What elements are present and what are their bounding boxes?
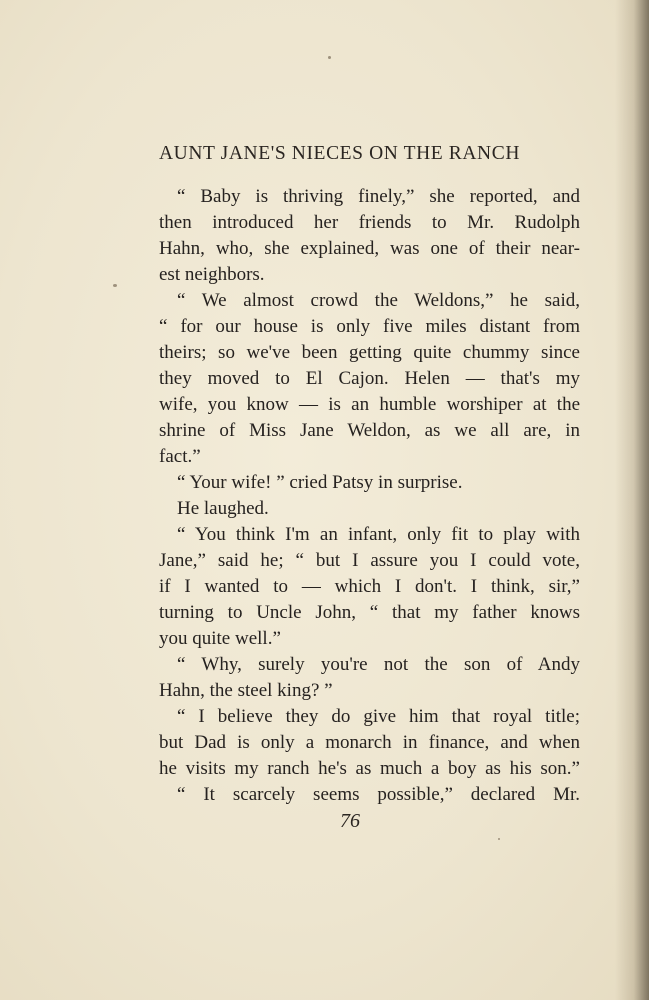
paper-speck <box>113 284 117 287</box>
text-line: “ I believe they do give him that royal title; <box>177 706 580 727</box>
text-line: “ Baby is thriving finely,” she reported, and <box>177 186 580 207</box>
text-line: wife, you know — is an humble worshiper at the <box>159 394 580 415</box>
page-number: 76 <box>340 810 360 832</box>
text-line: “ We almost crowd the Weldons,” he said, <box>177 290 580 311</box>
text-line: “ Your wife! ” cried Patsy in surprise. <box>177 472 463 493</box>
text-line: they moved to El Cajon. Helen — that's my <box>159 368 580 389</box>
text-line: theirs; so we've been getting quite chummy since <box>159 342 580 363</box>
text-line: then introduced her friends to Mr. Rudolph <box>159 212 580 233</box>
text-line: Jane,” said he; “ but I assure you I could vote, <box>159 550 580 571</box>
text-line: “ You think I'm an infant, only fit to play with <box>177 524 580 545</box>
text-line: fact.” <box>159 446 201 467</box>
text-line: if I wanted to — which I don't. I think, sir,” <box>159 576 580 597</box>
body-text <box>159 184 580 808</box>
text-line: shrine of Miss Jane Weldon, as we all are, in <box>159 420 580 441</box>
text-line: you quite well.” <box>159 628 281 649</box>
text-line: est neighbors. <box>159 264 265 285</box>
text-line: turning to Uncle John, “ that my father knows <box>159 602 580 623</box>
text-line: “ It scarcely seems possible,” declared Mr. <box>177 784 580 805</box>
text-line: “ Why, surely you're not the son of Andy <box>177 654 580 675</box>
paper-speck <box>328 56 331 59</box>
paper-speck <box>498 838 500 840</box>
running-head: AUNT JANE'S NIECES ON THE RANCH <box>159 143 521 164</box>
text-line: “ for our house is only five miles distant from <box>159 316 580 337</box>
page-edge-shadow <box>615 0 649 1000</box>
text-line: Hahn, the steel king? ” <box>159 680 333 701</box>
text-line: he visits my ranch he's as much a boy as his son.” <box>159 758 580 779</box>
text-line: Hahn, who, she explained, was one of their near- <box>159 238 580 259</box>
text-line: but Dad is only a monarch in finance, and when <box>159 732 580 753</box>
text-line: He laughed. <box>177 498 269 519</box>
